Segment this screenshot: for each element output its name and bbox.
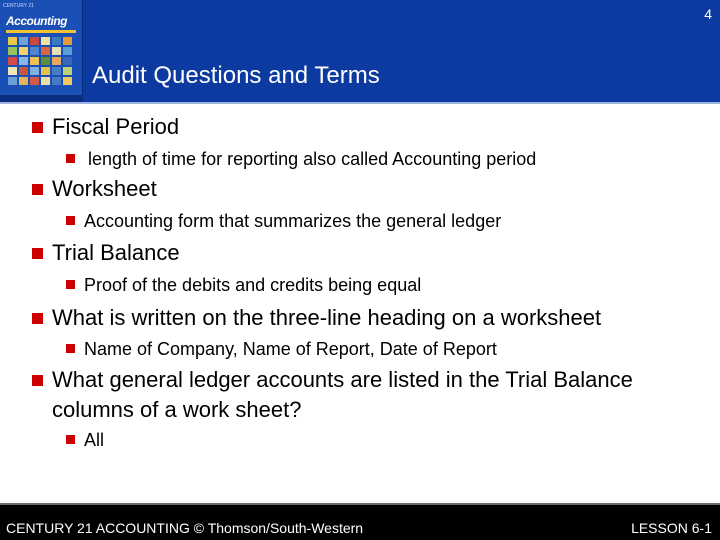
footer-copyright: CENTURY 21 ACCOUNTING © Thomson/South-Western bbox=[6, 520, 364, 536]
bullet-square-icon bbox=[66, 344, 75, 353]
textbook-cover-image bbox=[0, 0, 83, 102]
bullet-square-icon bbox=[66, 435, 75, 444]
bullet-text: What general ledger accounts are listed in the Trial Balance columns of a work sheet? bbox=[52, 367, 633, 422]
bullet-square-icon bbox=[66, 154, 75, 163]
bullet-text: Trial Balance bbox=[52, 240, 180, 265]
bullet-trial-balance bbox=[32, 238, 702, 268]
slide-title: Audit Questions and Terms bbox=[92, 62, 380, 89]
sub-bullet-text: All bbox=[84, 430, 105, 450]
bullet-text: What is written on the three-line heading on a worksheet bbox=[52, 305, 602, 330]
bullet-fiscal-period bbox=[32, 112, 702, 142]
bullet-three-line-heading bbox=[32, 303, 702, 333]
cover-base bbox=[0, 95, 82, 102]
sub-bullet-text: Proof of the debits and credits being equal bbox=[84, 275, 422, 295]
bullet-square-icon bbox=[32, 375, 43, 386]
slide-number: 4 bbox=[704, 6, 712, 22]
sub-bullet-text: length of time for reporting also called Accounting period bbox=[88, 149, 537, 169]
cover-brand-tag: CENTURY 21 bbox=[3, 3, 34, 9]
bullet-square-icon bbox=[66, 280, 75, 289]
sub-bullet-text: Accounting form that summarizes the general ledger bbox=[84, 211, 502, 231]
cover-mosaic bbox=[8, 37, 72, 91]
sub-bullet-ledger-accounts bbox=[66, 429, 706, 451]
bullet-square-icon bbox=[32, 313, 43, 324]
sub-bullet-worksheet bbox=[66, 210, 706, 232]
cover-stripe bbox=[6, 30, 76, 33]
header-divider bbox=[0, 102, 720, 104]
bullet-text: Worksheet bbox=[52, 176, 157, 201]
slide-footer bbox=[0, 505, 720, 540]
bullet-worksheet bbox=[32, 174, 702, 204]
footer-lesson-number: LESSON 6-1 bbox=[631, 520, 712, 536]
sub-bullet-three-line-heading bbox=[66, 338, 706, 360]
sub-bullet-trial-balance bbox=[66, 274, 706, 296]
sub-bullet-fiscal-period bbox=[66, 148, 706, 170]
bullet-square-icon bbox=[32, 248, 43, 259]
bullet-square-icon bbox=[66, 216, 75, 225]
bullet-ledger-accounts bbox=[32, 365, 702, 425]
bullet-square-icon bbox=[32, 122, 43, 133]
slide-header bbox=[0, 0, 720, 104]
sub-bullet-text: Name of Company, Name of Report, Date of Report bbox=[84, 339, 497, 359]
cover-brand-title: Accounting bbox=[6, 14, 67, 28]
bullet-square-icon bbox=[32, 184, 43, 195]
bullet-text: Fiscal Period bbox=[52, 114, 180, 139]
